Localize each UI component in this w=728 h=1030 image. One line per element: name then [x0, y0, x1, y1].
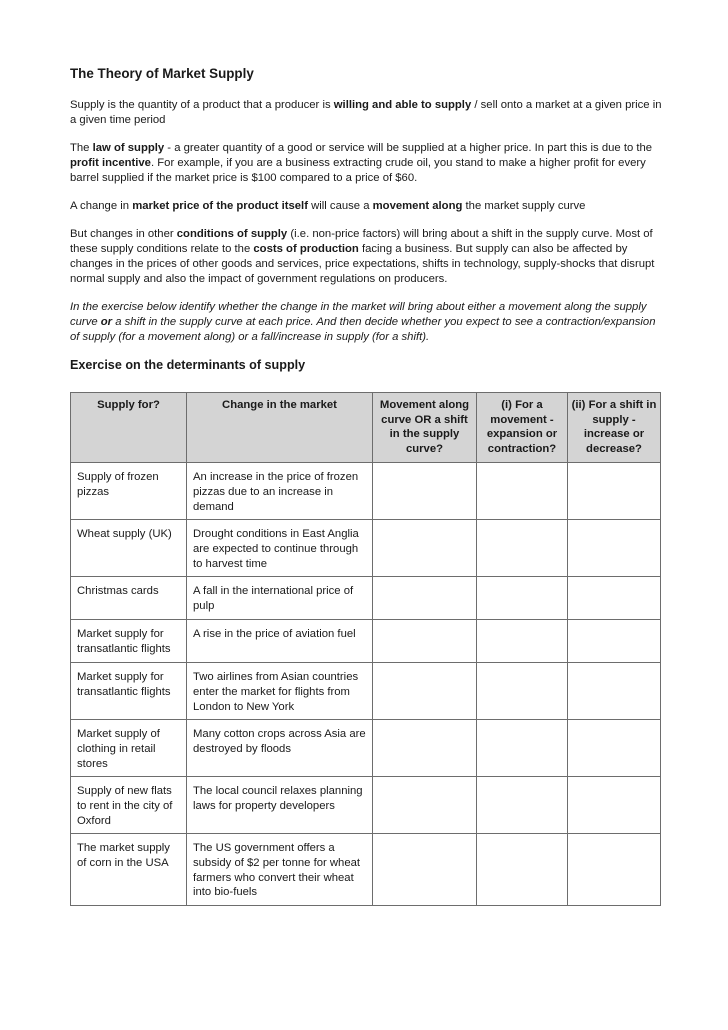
expansion-contraction-answer-cell[interactable] — [477, 620, 568, 663]
change-cell: Many cotton crops across Asia are destroyed by floods — [187, 720, 373, 777]
expansion-contraction-answer-cell[interactable] — [477, 577, 568, 620]
movement-along-paragraph: A change in market price of the product itself will cause a movement along the market supply curve — [70, 200, 586, 212]
movement-or-shift-answer-cell[interactable] — [373, 663, 477, 720]
increase-decrease-answer-cell[interactable] — [568, 663, 661, 720]
expansion-contraction-answer-cell[interactable] — [477, 720, 568, 777]
expansion-contraction-answer-cell[interactable] — [477, 520, 568, 577]
movement-or-shift-answer-cell[interactable] — [373, 620, 477, 663]
movement-or-shift-answer-cell[interactable] — [373, 720, 477, 777]
movement-or-shift-answer-cell[interactable] — [373, 463, 477, 520]
supply-cell: The market supply of corn in the USA — [71, 834, 187, 906]
change-cell: A rise in the price of aviation fuel — [187, 620, 373, 663]
table-row — [71, 777, 661, 834]
movement-or-shift-answer-cell[interactable] — [373, 777, 477, 834]
movement-or-shift-answer-cell[interactable] — [373, 577, 477, 620]
header-increase-or-decrease: (ii) For a shift in supply - increase or decrease? — [568, 393, 661, 463]
conditions-of-supply-paragraph: But changes in other conditions of supply (i.e. non-price factors) will bring about a shift in the supply curve. Most of these supply conditions relate to the costs of production facing a business. But supply can also be affected by changes in the prices of other goods and services, price expectations, shifts in technology, supply-shocks that disrupt normal supply and also the impact of government regulations on producers. — [70, 228, 655, 285]
table-header-row — [71, 393, 661, 463]
increase-decrease-answer-cell[interactable] — [568, 577, 661, 620]
supply-cell: Christmas cards — [71, 577, 187, 620]
table-row — [71, 620, 661, 663]
table-row — [71, 463, 661, 520]
increase-decrease-answer-cell[interactable] — [568, 520, 661, 577]
page-title: The Theory of Market Supply — [70, 66, 254, 81]
change-cell: The US government offers a subsidy of $2 per tonne for wheat farmers who convert their wheat into bio-fuels — [187, 834, 373, 906]
change-cell: An increase in the price of frozen pizzas due to an increase in demand — [187, 463, 373, 520]
table-row — [71, 663, 661, 720]
expansion-contraction-answer-cell[interactable] — [477, 463, 568, 520]
exercise-table — [70, 392, 661, 906]
increase-decrease-answer-cell[interactable] — [568, 720, 661, 777]
expansion-contraction-answer-cell[interactable] — [477, 663, 568, 720]
supply-definition: Supply is the quantity of a product that a producer is willing and able to supply / sell onto a market at a given price in a given time period — [70, 99, 662, 126]
movement-or-shift-answer-cell[interactable] — [373, 834, 477, 906]
header-movement-or-shift: Movement along curve OR a shift in the supply curve? — [373, 393, 477, 463]
expansion-contraction-answer-cell[interactable] — [477, 777, 568, 834]
supply-cell: Market supply for transatlantic flights — [71, 663, 187, 720]
increase-decrease-answer-cell[interactable] — [568, 777, 661, 834]
change-cell: The local council relaxes planning laws for property developers — [187, 777, 373, 834]
exercise-heading: Exercise on the determinants of supply — [70, 358, 306, 372]
header-change-in-market: Change in the market — [187, 393, 373, 463]
change-cell: Two airlines from Asian countries enter the market for flights from London to New York — [187, 663, 373, 720]
table-row — [71, 834, 661, 906]
supply-cell: Supply of new flats to rent in the city of Oxford — [71, 777, 187, 834]
supply-cell: Supply of frozen pizzas — [71, 463, 187, 520]
law-of-supply-paragraph: The law of supply - a greater quantity of a good or service will be supplied at a higher price. In part this is due to the profit incentive. For example, if you are a business extracting crude oil, you stand to make a higher profit for every barrel supplied if the market price is $100 compared to a price of $60. — [70, 142, 653, 184]
change-cell: A fall in the international price of pulp — [187, 577, 373, 620]
table-row — [71, 577, 661, 620]
table-row — [71, 520, 661, 577]
movement-or-shift-answer-cell[interactable] — [373, 520, 477, 577]
header-supply-for: Supply for? — [71, 393, 187, 463]
increase-decrease-answer-cell[interactable] — [568, 620, 661, 663]
increase-decrease-answer-cell[interactable] — [568, 834, 661, 906]
change-cell: Drought conditions in East Anglia are expected to continue through to harvest time — [187, 520, 373, 577]
supply-cell: Market supply for transatlantic flights — [71, 620, 187, 663]
expansion-contraction-answer-cell[interactable] — [477, 834, 568, 906]
exercise-instructions: In the exercise below identify whether the change in the market will bring about either a movement along the supply curve or a shift in the supply curve at each price. And then decide whether you expect to see a contraction/expansion of supply (for a movement along) or a fall/increase in supply (for a shift). — [70, 301, 656, 343]
table-row — [71, 720, 661, 777]
header-expansion-or-contraction: (i) For a movement - expansion or contraction? — [477, 393, 568, 463]
increase-decrease-answer-cell[interactable] — [568, 463, 661, 520]
supply-cell: Wheat supply (UK) — [71, 520, 187, 577]
supply-cell: Market supply of clothing in retail stores — [71, 720, 187, 777]
